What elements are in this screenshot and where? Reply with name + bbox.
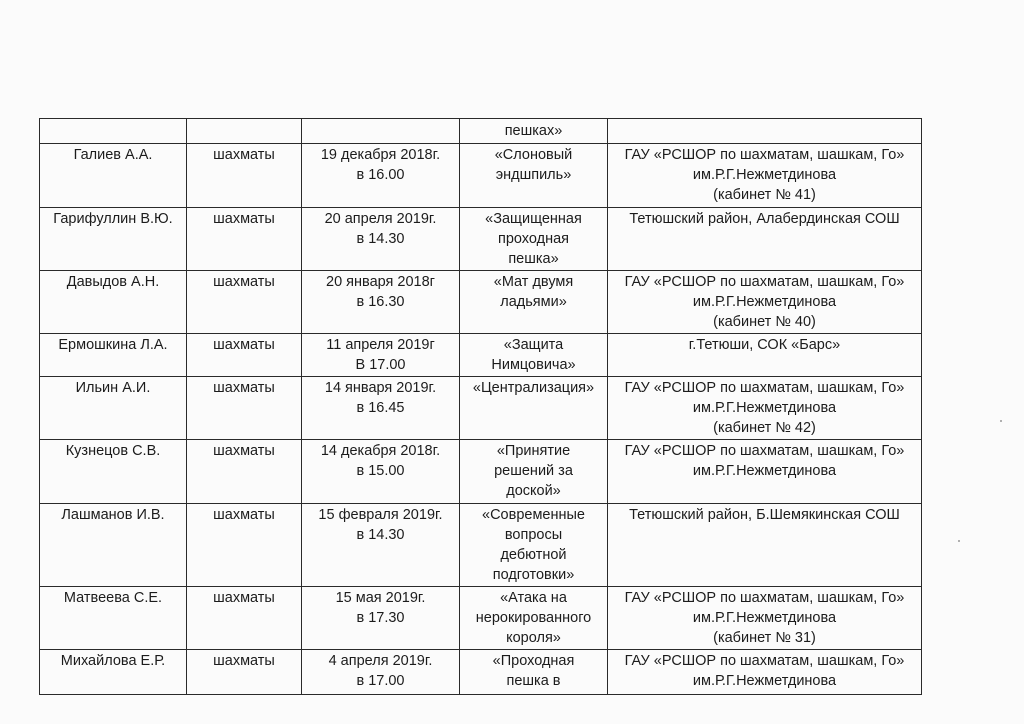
topic-cell (460, 271, 608, 334)
date-cell-line: в 14.30 (356, 527, 405, 543)
date-cell-line: 4 апреля 2019г. (328, 653, 433, 669)
venue-cell-line: им.Р.Г.Нежметдинова (692, 294, 837, 310)
venue-cell-line: ГАУ «РСШОР по шахматам, шашкам, Го» (624, 653, 905, 669)
venue-cell-line: ГАУ «РСШОР по шахматам, шашкам, Го» (624, 147, 905, 163)
discipline-cell: шахматы (187, 650, 302, 695)
topic-cell (460, 334, 608, 377)
venue-cell-line: Тетюшский район, Б.Шемякинская СОШ (629, 507, 900, 523)
table-row (40, 208, 922, 271)
schedule-table (39, 118, 922, 695)
discipline-cell: шахматы (187, 504, 302, 587)
date-cell (302, 587, 460, 650)
topic-cell (460, 144, 608, 208)
date-cell-line: в 15.00 (356, 463, 405, 479)
date-cell-line: 14 января 2019г. (324, 380, 437, 396)
venue-cell (608, 440, 922, 504)
topic-cell-line: «Слоновый (494, 147, 573, 163)
topic-cell-line: проходная (497, 231, 570, 247)
table-row (40, 504, 922, 587)
name-cell: Гарифуллин В.Ю. (40, 208, 187, 271)
date-cell (302, 271, 460, 334)
table-row (40, 377, 922, 440)
date-cell-line: 20 апреля 2019г. (324, 211, 437, 227)
discipline-cell: шахматы (187, 587, 302, 650)
topic-cell-line: «Централизация» (472, 380, 595, 396)
name-cell: Кузнецов С.В. (40, 440, 187, 504)
date-cell (302, 208, 460, 271)
venue-cell-line: им.Р.Г.Нежметдинова (692, 167, 837, 183)
topic-cell-line: вопросы (504, 527, 563, 543)
date-cell (302, 440, 460, 504)
venue-cell-line: им.Р.Г.Нежметдинова (692, 400, 837, 416)
topic-cell (460, 208, 608, 271)
date-cell-line: в 16.30 (356, 294, 405, 310)
topic-cell-line: пешка в (506, 673, 561, 689)
date-cell (302, 377, 460, 440)
topic-cell (460, 650, 608, 695)
date-cell (302, 334, 460, 377)
date-cell-line: 15 февраля 2019г. (318, 507, 443, 523)
date-cell-line: 11 апреля 2019г (326, 337, 435, 353)
discipline-cell: шахматы (187, 144, 302, 208)
topic-cell: пешках» (460, 119, 608, 144)
venue-cell-line: им.Р.Г.Нежметдинова (692, 610, 837, 626)
discipline-cell: шахматы (187, 377, 302, 440)
venue-cell-line: ГАУ «РСШОР по шахматам, шашкам, Го» (624, 443, 905, 459)
venue-cell (608, 271, 922, 334)
topic-cell-line: «Защищенная (485, 211, 582, 227)
topic-cell (460, 377, 608, 440)
date-cell-line: 15 мая 2019г. (335, 590, 426, 606)
name-cell: Ильин А.И. (40, 377, 187, 440)
table-row (40, 440, 922, 504)
table-row (40, 271, 922, 334)
name-cell: Давыдов А.Н. (40, 271, 187, 334)
topic-cell-line: ладьями» (500, 294, 567, 310)
name-cell: Михайлова Е.Р. (40, 650, 187, 695)
venue-cell (608, 504, 922, 587)
venue-cell-line: (кабинет № 40) (713, 314, 816, 330)
name-cell: Матвеева С.Е. (40, 587, 187, 650)
topic-cell-line: дебютной (500, 547, 567, 563)
scan-speck (958, 540, 960, 542)
venue-cell-line: ГАУ «РСШОР по шахматам, шашкам, Го» (624, 274, 905, 290)
table-row (40, 144, 922, 208)
topic-cell-line: «Атака на (500, 590, 567, 606)
topic-cell-line: решений за (494, 463, 573, 479)
topic-cell-line: подготовки» (492, 567, 575, 583)
topic-cell-line: нерокированного (475, 610, 592, 626)
venue-cell-line: г.Тетюши, СОК «Барс» (688, 337, 841, 353)
name-cell: Галиев А.А. (40, 144, 187, 208)
date-cell-line: в 16.45 (356, 400, 405, 416)
topic-cell-line: пешка» (508, 251, 559, 267)
venue-cell (608, 377, 922, 440)
date-cell-line: в 17.00 (356, 673, 405, 689)
date-cell (302, 650, 460, 695)
date-cell-line: в 17.30 (356, 610, 405, 626)
venue-cell (608, 334, 922, 377)
venue-cell (608, 587, 922, 650)
date-cell-line: 20 января 2018г (326, 274, 435, 290)
date-cell (302, 119, 460, 144)
venue-cell (608, 144, 922, 208)
topic-cell-line: «Мат двумя (493, 274, 574, 290)
venue-cell-line: Тетюшский район, Алабердинская СОШ (629, 211, 900, 227)
table-row (40, 334, 922, 377)
date-cell-line: 14 декабря 2018г. (320, 443, 441, 459)
topic-cell-line: Нимцовича» (491, 357, 576, 373)
venue-cell (608, 650, 922, 695)
name-cell: Лашманов И.В. (40, 504, 187, 587)
date-cell (302, 144, 460, 208)
venue-cell (608, 119, 922, 144)
topic-cell-line: «Современные (482, 507, 585, 523)
topic-cell-line: доской» (506, 483, 561, 499)
topic-cell (460, 587, 608, 650)
venue-cell-line: им.Р.Г.Нежметдинова (692, 673, 837, 689)
topic-cell-line: «Проходная (492, 653, 575, 669)
discipline-cell: шахматы (187, 334, 302, 377)
venue-cell-line: ГАУ «РСШОР по шахматам, шашкам, Го» (624, 380, 905, 396)
venue-cell-line: (кабинет № 41) (713, 187, 816, 203)
date-cell-line: в 16.00 (356, 167, 405, 183)
date-cell-line: 19 декабря 2018г. (320, 147, 441, 163)
date-cell (302, 504, 460, 587)
topic-cell-line: «Принятие (496, 443, 571, 459)
topic-cell-line: эндшпиль» (495, 167, 572, 183)
name-cell (40, 119, 187, 144)
topic-cell-line: короля» (506, 630, 561, 646)
venue-cell-line: (кабинет № 31) (713, 630, 816, 646)
discipline-cell (187, 119, 302, 144)
table-row-continuation (40, 119, 922, 144)
scan-speck (1000, 420, 1002, 422)
venue-cell-line: ГАУ «РСШОР по шахматам, шашкам, Го» (624, 590, 905, 606)
name-cell: Ермошкина Л.А. (40, 334, 187, 377)
topic-cell-line: «Защита (503, 337, 564, 353)
venue-cell (608, 208, 922, 271)
venue-cell-line: им.Р.Г.Нежметдинова (692, 463, 837, 479)
discipline-cell: шахматы (187, 271, 302, 334)
topic-cell (460, 440, 608, 504)
discipline-cell: шахматы (187, 208, 302, 271)
discipline-cell: шахматы (187, 440, 302, 504)
table-row (40, 650, 922, 695)
table-row (40, 587, 922, 650)
topic-cell (460, 504, 608, 587)
date-cell-line: в 14.30 (356, 231, 405, 247)
date-cell-line: В 17.00 (355, 357, 406, 373)
venue-cell-line: (кабинет № 42) (713, 420, 816, 436)
